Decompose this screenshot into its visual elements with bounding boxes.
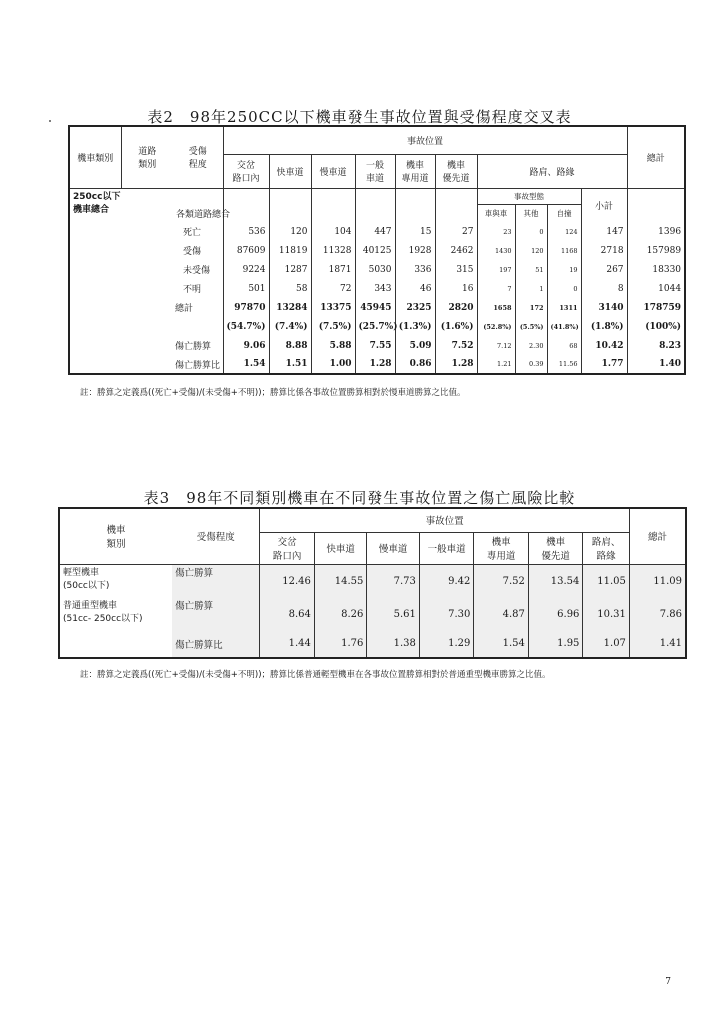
cell: 5.61 xyxy=(367,598,419,630)
row-label: 傷亡勝算 xyxy=(172,598,260,630)
header-sub-vehicle: 車與車 xyxy=(477,204,515,222)
cell: 11819 xyxy=(269,241,311,260)
cell: 16 xyxy=(435,279,477,298)
header-sub-other: 其他 xyxy=(515,204,547,222)
cell: 14.55 xyxy=(314,564,366,598)
cell: 1.07 xyxy=(583,630,630,658)
cell: 267 xyxy=(581,260,627,279)
cell: 13284 xyxy=(269,298,311,317)
cell: 1.21 xyxy=(477,355,515,374)
cell: 343 xyxy=(355,279,395,298)
cell: 18330 xyxy=(627,260,685,279)
header-vehicle: 機車 類別 xyxy=(59,508,172,564)
cell: 9224 xyxy=(223,260,269,279)
cell: 2.30 xyxy=(515,336,547,355)
cell: 1 xyxy=(515,279,547,298)
table3 xyxy=(58,507,687,659)
cell: 1.40 xyxy=(627,355,685,374)
cell: 13375 xyxy=(311,298,355,317)
cell: 87609 xyxy=(223,241,269,260)
cell: 11.09 xyxy=(629,564,686,598)
header-location: 事故位置 xyxy=(223,126,627,154)
cell: 5030 xyxy=(355,260,395,279)
table-row xyxy=(69,260,685,279)
table-row xyxy=(69,355,685,374)
cell: 9.06 xyxy=(223,336,269,355)
cell: 11.05 xyxy=(583,564,630,598)
vehicle-label: 輕型機車 (50cc以下) xyxy=(59,564,172,598)
cell: 124 xyxy=(547,222,581,241)
cell: 2325 xyxy=(395,298,435,317)
header-road-type: 道路 類別 xyxy=(121,126,173,188)
header-col-motorcycle-lane: 機車 專用道 xyxy=(395,154,435,188)
cell: 9.42 xyxy=(419,564,474,598)
header-total: 總計 xyxy=(627,126,685,188)
cell: 8 xyxy=(581,279,627,298)
cell-pct: (54.7%) xyxy=(223,317,269,336)
header-col-general-lane: 一般車道 xyxy=(419,532,474,564)
table-row xyxy=(59,598,686,630)
cell: 7.86 xyxy=(629,598,686,630)
cell: 8.88 xyxy=(269,336,311,355)
cell: 13.54 xyxy=(528,564,583,598)
cell: 68 xyxy=(547,336,581,355)
row-label: 死亡 xyxy=(173,222,223,241)
header-vehicle-type: 機車類別 xyxy=(69,126,121,188)
header-col-shoulder: 路肩、 路緣 xyxy=(583,532,630,564)
cell: 5.88 xyxy=(311,336,355,355)
page-number: 7 xyxy=(665,977,671,987)
cell-pct: (41.8%) xyxy=(547,317,581,336)
table2-title: 表2 98年250CC以下機車發生事故位置與受傷程度交叉表 xyxy=(147,108,572,126)
cell-pct: (25.7%) xyxy=(355,317,395,336)
cell: 1.95 xyxy=(528,630,583,658)
row-label: 傷亡勝算比 xyxy=(173,355,223,374)
header-col-fast-lane: 快車道 xyxy=(269,154,311,188)
cell-pct: (52.8%) xyxy=(477,317,515,336)
cell: 197 xyxy=(477,260,515,279)
cell: 45945 xyxy=(355,298,395,317)
cell: 1430 xyxy=(477,241,515,260)
cell: 1.28 xyxy=(355,355,395,374)
header-col-priority-lane: 機車 優先道 xyxy=(435,154,477,188)
cell: 1871 xyxy=(311,260,355,279)
cell: 97870 xyxy=(223,298,269,317)
vehicle-label: 普通重型機車 (51cc- 250cc以下) xyxy=(59,598,172,630)
header-injury-level: 受傷 程度 xyxy=(173,126,223,188)
cell: 5.09 xyxy=(395,336,435,355)
cell: 4.87 xyxy=(474,598,529,630)
cell: 0.39 xyxy=(515,355,547,374)
header-injury-level: 受傷程度 xyxy=(172,508,260,564)
vehicle-label xyxy=(59,630,172,658)
cell: 10.42 xyxy=(581,336,627,355)
header-col-slow-lane: 慢車道 xyxy=(367,532,419,564)
header-col-general-lane: 一般 車道 xyxy=(355,154,395,188)
cell: 1.00 xyxy=(311,355,355,374)
cell: 7.55 xyxy=(355,336,395,355)
cell: 1.28 xyxy=(435,355,477,374)
cell-pct: (1.3%) xyxy=(395,317,435,336)
table3-note: 註：勝算之定義爲((死亡+受傷)/(未受傷+不明))；勝算比係普通輕型機車在各事故位置勝算相對於普通重型機車勝算之比值。 xyxy=(80,670,551,680)
cell: 147 xyxy=(581,222,627,241)
cell: 11328 xyxy=(311,241,355,260)
cell: 23 xyxy=(477,222,515,241)
table2 xyxy=(68,125,686,375)
row-label: 不明 xyxy=(173,279,223,298)
table-row xyxy=(69,336,685,355)
cell: 1928 xyxy=(395,241,435,260)
cell: 1.38 xyxy=(367,630,419,658)
cell: 12.46 xyxy=(260,564,315,598)
cell: 1287 xyxy=(269,260,311,279)
cell: 1168 xyxy=(547,241,581,260)
row-label: 未受傷 xyxy=(173,260,223,279)
scan-speck xyxy=(49,120,51,122)
cell-pct: (1.8%) xyxy=(581,317,627,336)
header-col-intersection: 交岔 路口內 xyxy=(260,532,315,564)
cell: 7.30 xyxy=(419,598,474,630)
table3-title: 表3 98年不同類別機車在不同發生事故位置之傷亡風險比較 xyxy=(143,489,576,507)
header-col-shoulder: 路肩、路緣 xyxy=(477,154,627,188)
cell: 2820 xyxy=(435,298,477,317)
cell: 2462 xyxy=(435,241,477,260)
cell: 15 xyxy=(395,222,435,241)
cell: 1.54 xyxy=(474,630,529,658)
table-row xyxy=(69,222,685,241)
cell: 7.52 xyxy=(474,564,529,598)
cell: 1.54 xyxy=(223,355,269,374)
cell: 1.51 xyxy=(269,355,311,374)
cell: 1396 xyxy=(627,222,685,241)
cell: 0 xyxy=(515,222,547,241)
cell: 1311 xyxy=(547,298,581,317)
table2-note: 註：勝算之定義爲((死亡+受傷)/(未受傷+不明))；勝算比係各事故位置勝算相對於慢車道勝算之比值。 xyxy=(80,388,466,398)
cell: 120 xyxy=(515,241,547,260)
cell-pct: (7.4%) xyxy=(269,317,311,336)
table-row xyxy=(59,564,686,598)
cell: 1044 xyxy=(627,279,685,298)
cell-pct: (5.5%) xyxy=(515,317,547,336)
cell: 19 xyxy=(547,260,581,279)
cell: 6.96 xyxy=(528,598,583,630)
cell-pct: (100%) xyxy=(627,317,685,336)
cell: 72 xyxy=(311,279,355,298)
cell: 447 xyxy=(355,222,395,241)
cell: 1.77 xyxy=(581,355,627,374)
header-location: 事故位置 xyxy=(260,508,630,532)
cell: 10.31 xyxy=(583,598,630,630)
header-col-priority-lane: 機車 優先道 xyxy=(528,532,583,564)
row-label: 傷亡勝算 xyxy=(172,564,260,598)
cell: 40125 xyxy=(355,241,395,260)
cell: 7.52 xyxy=(435,336,477,355)
cell: 8.26 xyxy=(314,598,366,630)
cell: 27 xyxy=(435,222,477,241)
cell-pct: (7.5%) xyxy=(311,317,355,336)
cell: 7.73 xyxy=(367,564,419,598)
cell: 1.29 xyxy=(419,630,474,658)
group-label: 250cc以下 機車總合 xyxy=(69,188,173,222)
cell: 11.56 xyxy=(547,355,581,374)
cell: 8.23 xyxy=(627,336,685,355)
header-subtotal: 小計 xyxy=(581,188,627,222)
cell: 336 xyxy=(395,260,435,279)
cell: 172 xyxy=(515,298,547,317)
cell: 0 xyxy=(547,279,581,298)
cell: 1658 xyxy=(477,298,515,317)
cell: 536 xyxy=(223,222,269,241)
cell: 1.44 xyxy=(260,630,315,658)
row-label: 傷亡勝算比 xyxy=(172,630,260,658)
table-row xyxy=(59,630,686,658)
cell: 0.86 xyxy=(395,355,435,374)
cell: 8.64 xyxy=(260,598,315,630)
cell: 7 xyxy=(477,279,515,298)
table-row xyxy=(69,298,685,317)
table-row xyxy=(69,317,685,336)
cell: 3140 xyxy=(581,298,627,317)
cell: 501 xyxy=(223,279,269,298)
cell: 104 xyxy=(311,222,355,241)
cell-pct: (1.6%) xyxy=(435,317,477,336)
cell: 178759 xyxy=(627,298,685,317)
cell: 2718 xyxy=(581,241,627,260)
header-col-motorcycle-lane: 機車 專用道 xyxy=(474,532,529,564)
cell: 51 xyxy=(515,260,547,279)
header-total: 總計 xyxy=(629,508,686,564)
road-all-label: 各類道路總合 xyxy=(173,204,223,222)
cell: 157989 xyxy=(627,241,685,260)
table-row xyxy=(69,241,685,260)
cell: 315 xyxy=(435,260,477,279)
cell: 120 xyxy=(269,222,311,241)
row-label: 總計 xyxy=(173,298,223,317)
cell: 7.12 xyxy=(477,336,515,355)
header-col-intersection: 交岔 路口內 xyxy=(223,154,269,188)
row-label: 受傷 xyxy=(173,241,223,260)
header-accident-type: 事故型態 xyxy=(477,188,581,204)
header-col-slow-lane: 慢車道 xyxy=(311,154,355,188)
cell: 1.41 xyxy=(629,630,686,658)
cell: 58 xyxy=(269,279,311,298)
cell: 1.76 xyxy=(314,630,366,658)
header-sub-self: 自撞 xyxy=(547,204,581,222)
header-col-fast-lane: 快車道 xyxy=(314,532,366,564)
table-row xyxy=(69,279,685,298)
cell: 46 xyxy=(395,279,435,298)
row-label: 傷亡勝算 xyxy=(173,336,223,355)
